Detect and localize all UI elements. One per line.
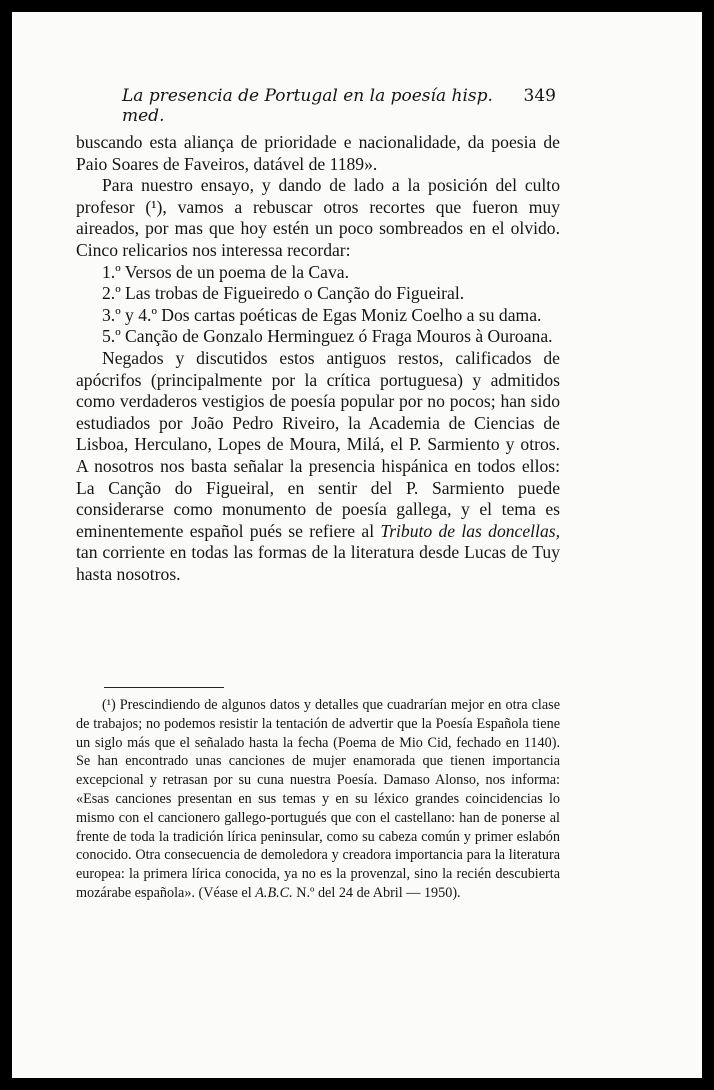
paragraph-1: buscando esta aliança de prioridade e nacionalidade, da poesia de Paio Soares de Faveiros, datável de 1189». [76, 132, 560, 174]
list-item-5: 5.º Canção de Gonzalo Herminguez ó Fraga Mouros à Ouroana. [102, 326, 553, 347]
paragraph-3-text-b: tan corriente en todas las formas de la literatura desde Lucas de Tuy hasta nosotros. [76, 542, 560, 584]
running-header [122, 86, 556, 126]
paragraph-3 [76, 348, 560, 586]
paragraph-3-text-a: Negados y discutidos estos antiguos restos, calificados de apócrifos (principalmente por la crítica portuguesa) y admitidos como verdaderos vestigios de poesía popular por no pocos; han sido estudiados por João Pedro Riveiro, la Academia de Ciencias de Lisboa, Herculano, Lopes de Moura, Milá, el P. Sarmiento y otros. A nosotros nos basta señalar la presencia hispánica en todos ellos: La Canção do Figueiral, en sentir del P. Sarmiento puede considerarse como monumento de poesía gallega, y el tema es eminentemente español pués se refiere al [76, 347, 560, 541]
main-text [76, 132, 560, 585]
footnote-text-a: (¹) Prescindiendo de algunos datos y detalles que cuadrarían mejor en otra clase de trabajos; no podemos resistir la tentación de advertir que la Poesía Española tiene un siglo más que el señalado hasta la fecha (Poema de Mio Cid, fechado en 1140). Se han encontrado unas canciones de mujer enamorada que tienen importancia excepcional y retrasan por su cuna nuestra Poesía. Damaso Alonso, nos informa: «Esas canciones presentan en sus temas y en su léxico grandes coincidencias lo mismo con el cancionero gallego-portugués que con el castellano: han de ponerse al frente de toda la tradición lírica peninsular, como su cabeza común y primer eslabón conocido. Otra consecuencia de demoledora y creadora importancia para la literatura europea: la primera lírica conocida, ya no es la provenzal, sino la recién descubierta mozárabe española». (Véase el [76, 697, 560, 901]
list-item-1: 1.º Versos de un poema de la Cava. [102, 261, 349, 282]
paragraph-3-emphasis: Tributo de las doncellas, [380, 520, 560, 541]
page-number: 349 [523, 86, 556, 106]
list-item-3: 3.º y 4.º Dos cartas poéticas de Egas Moniz Coelho a su dama. [102, 304, 542, 325]
footnote [76, 696, 560, 903]
running-title: La presencia de Portugal en la poesía hisp. med. [122, 86, 493, 126]
book-page [12, 12, 702, 1078]
footnote-text-b: N.º del 24 de Abril — 1950). [296, 884, 461, 901]
paragraph-2: Para nuestro ensayo, y dando de lado a la posición del culto profesor (¹), vamos a rebuscar otros recortes que fueron muy aireados, por mas que hoy estén un poco sombreados en el olvido. Cinco relicarios nos interessa recordar: [76, 175, 560, 260]
list-item-2: 2.º Las trobas de Figueiredo o Canção do Figueiral. [102, 283, 465, 304]
footnote-emphasis: A.B.C. [255, 884, 293, 901]
footnote-rule [104, 687, 224, 688]
footnote-text [76, 696, 560, 903]
